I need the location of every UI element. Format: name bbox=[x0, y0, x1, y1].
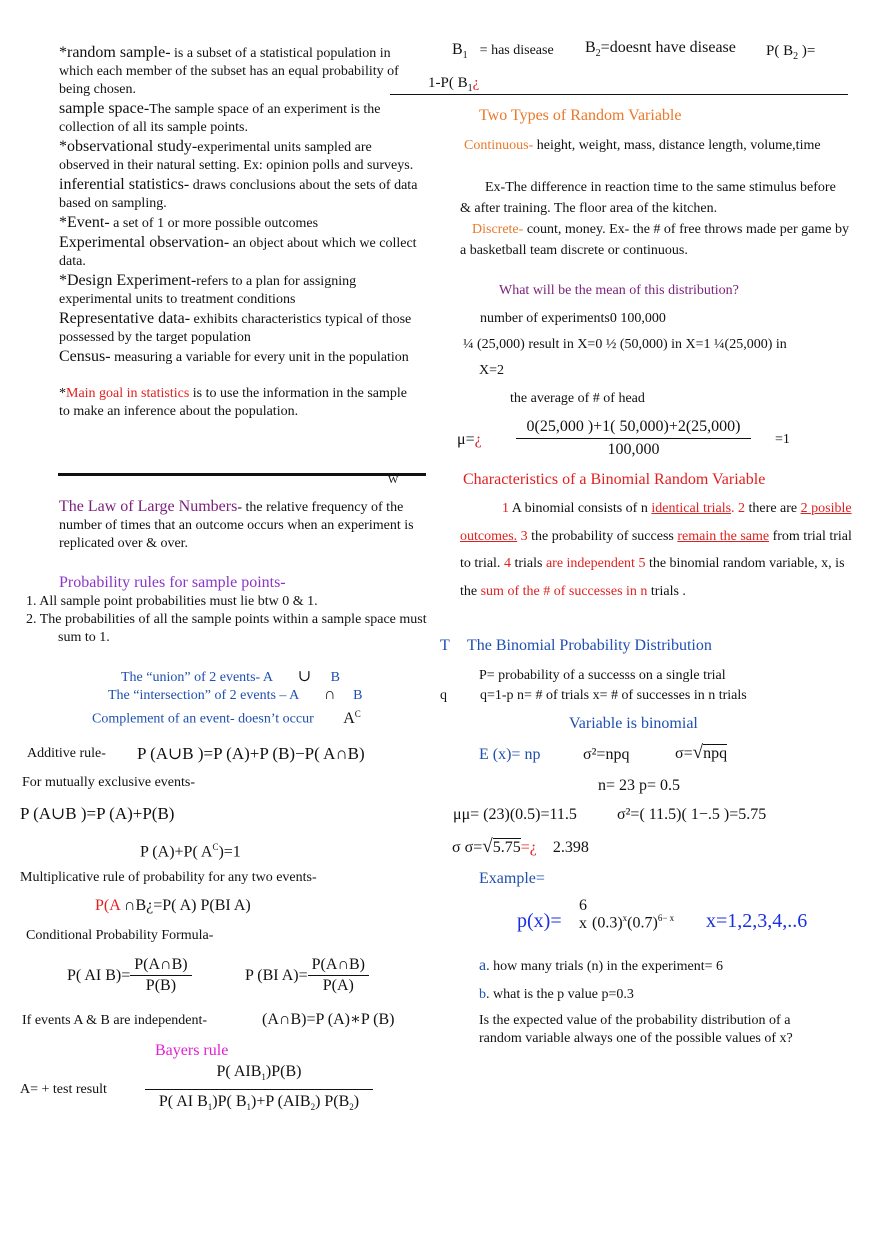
sd-calc: σ σ=√5.75=¿ 2.398 bbox=[452, 836, 589, 857]
definition-item: *Event- a set of 1 or more possible outcomes bbox=[59, 214, 319, 231]
question-b: b. what is the p value p=0.3 bbox=[479, 987, 634, 1002]
additive-rule-label: Additive rule- bbox=[27, 746, 106, 761]
independent-label: If events A & B are independent- bbox=[22, 1013, 208, 1028]
multiplicative-formula: P(A ∩B¿=P( A) P(BI A) bbox=[95, 897, 251, 914]
x-equals-2: X=2 bbox=[479, 363, 505, 378]
closing-question: Is the expected value of the probability distribution of a random variable always one of the possible values of x? bbox=[479, 1013, 793, 1046]
top-divider bbox=[390, 94, 848, 95]
bayes-title: Bayers rule bbox=[155, 1042, 229, 1059]
definition-item: Representative data- exhibits characteristics typical of those possessed by the target population bbox=[59, 310, 412, 345]
sd-formula: σ=√npq bbox=[675, 742, 728, 763]
definition-item: *Design Experiment-refers to a plan for assigning experimental units to treatment conditions bbox=[59, 272, 357, 307]
definition-item: inferential statistics- draws conclusions about the sets of data based on sampling. bbox=[59, 176, 418, 211]
conditional-formula-1: P( AI B)= $\frac{P(A\cap B)}{P(B)}$ bbox=[67, 955, 192, 996]
discrete-def: Discrete- count, money. Ex- the # of free throws made per game by a basketball team discrete or continuous. bbox=[460, 222, 849, 258]
t-mark: T bbox=[440, 637, 450, 654]
average-heads: the average of # of head bbox=[510, 391, 645, 406]
mu-fraction: 0(25,000 )+1( 50,000)+2(25,000) 100,000 bbox=[516, 417, 751, 460]
px-binomial-coef: 6 x bbox=[579, 897, 587, 932]
intersection-line: The “intersection” of 2 events – A ∩ B bbox=[108, 686, 363, 703]
expected-value-formula: E (x)= np bbox=[479, 746, 541, 763]
variance-calc: σ²=( 11.5)( 1−.5 )=5.75 bbox=[617, 806, 767, 823]
example-label: Example= bbox=[479, 870, 545, 887]
random-variable-title: Two Types of Random Variable bbox=[479, 107, 682, 124]
quarter-line: ¼ (25,000) result in X=0 ½ (50,000) in X=1 ¼(25,000) in bbox=[463, 337, 787, 352]
num-experiments: number of experiments0 100,000 bbox=[480, 311, 666, 326]
prob-rules-title: Probability rules for sample points- bbox=[59, 574, 286, 591]
independent-formula: (A∩B)=P (A)∗P (B) bbox=[262, 1011, 395, 1028]
definition-item: Experimental observation- an object about which we collect data. bbox=[59, 234, 417, 269]
mean-question: What will be the mean of this distribution? bbox=[499, 283, 739, 298]
rule-1: 1. All sample point probabilities must lie btw 0 & 1. bbox=[26, 594, 318, 609]
px-label: p(x)= bbox=[517, 910, 562, 932]
p-definition: P= probability of a successs on a single trial bbox=[479, 668, 726, 683]
question-a: a. how many trials (n) in the experiment= 6 bbox=[479, 957, 724, 974]
conditional-label: Conditional Probability Formula- bbox=[26, 928, 214, 943]
q-mark: q bbox=[440, 688, 447, 703]
definition-item: *random sample- is a subset of a statistical population in which each member of the subset has an equal probability of being chosen. bbox=[59, 44, 399, 97]
rule-2: 2. The probabilities of all the sample points within a sample space must sum to 1. bbox=[26, 612, 427, 645]
complement-line: Complement of an event- doesn’t occur $A^C$ bbox=[92, 709, 361, 727]
w-mark: W bbox=[388, 474, 399, 486]
definition-item: Census- measuring a variable for every unit in the population bbox=[59, 348, 409, 365]
main-goal: *Main goal in statistics is to use the information in the sample to make an inference about the population. bbox=[59, 386, 408, 419]
left-divider bbox=[58, 473, 426, 476]
mu-calc: μμ= (23)(0.5)=11.5 bbox=[453, 806, 577, 823]
continuous-example: Ex-The difference in reaction time to the same stimulus before & after training. The floor area of the kitchen. bbox=[460, 180, 836, 216]
variance-formula: σ²=npq bbox=[583, 746, 630, 763]
variable-binomial: Variable is binomial bbox=[569, 715, 698, 732]
binomial-distribution-title: The Binomial Probability Distribution bbox=[467, 637, 712, 654]
binomial-characteristics-title: Characteristics of a Binomial Random Variable bbox=[463, 471, 766, 488]
definition-item: *observational study-experimental units sampled are observed in their natural setting. Ex: opinion polls and surveys. bbox=[59, 138, 414, 173]
additive-rule-formula: P (A∪B )=P (A)+P (B)−P( A∩B) bbox=[137, 744, 365, 763]
bayes-formula: P( $AIB_1)P(B)$ P( AI $B_1)P$( $B_1)+P$ $(AIB_2)$ $P(B_2)$ bbox=[145, 1062, 373, 1117]
b2-definition: $B_2=doesnt$ have disease bbox=[585, 39, 736, 60]
n-p-values: n= 23 p= 0.5 bbox=[598, 777, 681, 794]
union-line: The “union” of 2 events- A ∪ B bbox=[121, 668, 340, 685]
mutual-exclusive-formula: P (A∪B )=P (A)+P(B) bbox=[20, 804, 175, 823]
px-formula: $(0.3)^x(0.7)^{6- x}$ bbox=[592, 913, 675, 932]
mu-label: μ=¿ bbox=[457, 431, 482, 448]
px-range: x=1,2,3,4,..6 bbox=[706, 910, 808, 932]
binomial-characteristics-body: 1 A binomial consists of n identical trials. 2 there are 2 posible outcomes. 3 the probability of success remain the same from trial trial to trial. 4 trials are independent 5 the binomial random variable, x, is the sum of the # of successes in n trials . bbox=[460, 501, 852, 599]
mutual-exclusive-label: For mutually exclusive events- bbox=[22, 775, 196, 790]
b1-definition: $B_1$ = has disease bbox=[452, 41, 554, 62]
mu-result: =1 bbox=[775, 432, 790, 447]
law-large-numbers: The Law of Large Numbers- the relative frequency of the number of times that an outcome occurs when an experiment is replicated over & over. bbox=[59, 498, 414, 551]
q-definition: q=1-p n= # of trials x= # of successes in n trials bbox=[480, 688, 747, 703]
p-b2-formula: P( $B_2$ )= bbox=[766, 43, 816, 62]
conditional-formula-2: P (BI A)= $\frac{P(A\cap B)}{P(A)}$ bbox=[245, 955, 369, 996]
one-minus-formula: 1-P( $B_1¿$ bbox=[428, 75, 480, 94]
multiplicative-label: Multiplicative rule of probability for any two events- bbox=[20, 870, 317, 885]
complement-formula: P (A)+P( $A^C)=1$ bbox=[140, 842, 241, 861]
definition-item: sample space-The sample space of an experiment is the collection of all its sample points. bbox=[59, 100, 381, 135]
definitions-list bbox=[59, 43, 421, 421]
bayes-label: A= + test result bbox=[20, 1082, 107, 1097]
continuous-def: Continuous- height, weight, mass, distance length, volume,time bbox=[464, 138, 821, 153]
